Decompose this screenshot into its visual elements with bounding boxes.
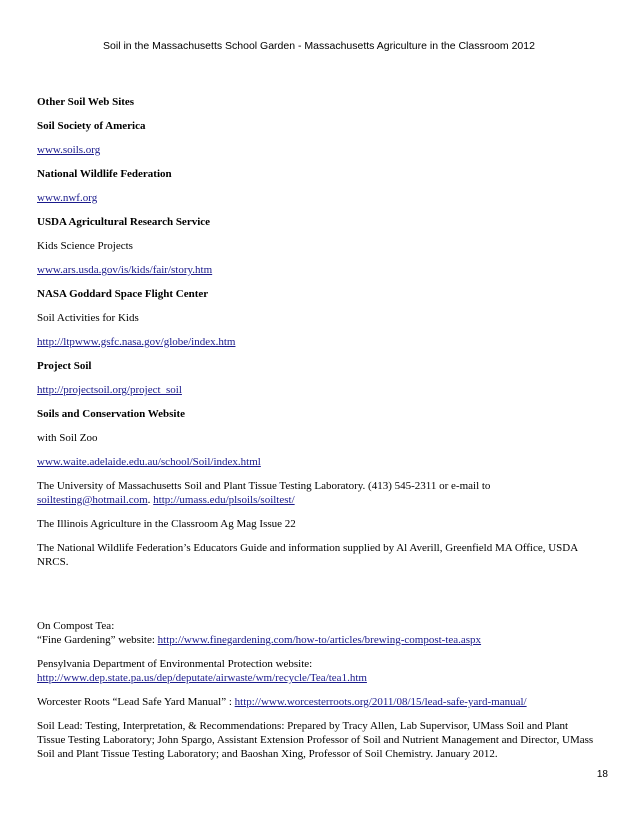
illinois-paragraph: The Illinois Agriculture in the Classroom Ag Mag Issue 22 bbox=[37, 518, 296, 530]
org-name: National Wildlife Federation bbox=[37, 168, 172, 180]
projectsoil-link[interactable]: http://projectsoil.org/project_soil bbox=[37, 384, 182, 396]
compost-heading: On Compost Tea: bbox=[37, 620, 115, 632]
penn-paragraph bbox=[37, 657, 597, 685]
fine-gardening-link[interactable]: http://www.finegardening.com/how-to/articles/brewing-compost-tea.aspx bbox=[157, 634, 482, 646]
page-content bbox=[37, 95, 597, 771]
worcester-paragraph bbox=[37, 695, 597, 709]
nwf-link[interactable]: www.nwf.org bbox=[37, 192, 98, 204]
umass-paragraph bbox=[37, 479, 597, 507]
adelaide-link[interactable]: www.waite.adelaide.edu.au/school/Soil/index.html bbox=[37, 456, 261, 468]
section-title: Other Soil Web Sites bbox=[37, 96, 135, 108]
org-name: Project Soil bbox=[37, 360, 92, 372]
umass-text: The University of Massachusetts Soil and Plant Tissue Testing Laboratory. (413) 545-2311 or e-mail to bbox=[37, 480, 491, 492]
umass-url-link[interactable]: http://umass.edu/plsoils/soiltest/ bbox=[153, 494, 295, 506]
ars-link[interactable]: www.ars.usda.gov/is/kids/fair/story.htm bbox=[37, 264, 213, 276]
lead-paragraph: Soil Lead: Testing, Interpretation, & Recommendations: Prepared by Tracy Allen, Lab Supervisor, UMass Soil and Plant Tissue Testing Laboratory; John Spargo, Assistant Extension Professor of Soil and Nutrient Management and Director, UMass Soil and Plant Tissue Testing Laboratory; and Baoshan Xing, Professor of Soil Chemistry. January 2012. bbox=[37, 720, 594, 760]
separator: . bbox=[147, 494, 151, 506]
compost-paragraph bbox=[37, 619, 597, 647]
running-header: Soil in the Massachusetts School Garden - Massachusetts Agriculture in the Classroom 2012 bbox=[103, 40, 535, 52]
penn-label: Pensylvania Department of Environmental Protection website: bbox=[37, 658, 313, 670]
org-name: Soil Society of America bbox=[37, 120, 146, 132]
nwf-guide-paragraph: The National Wildlife Federation’s Educators Guide and information supplied by Al Averill, Greenfield MA Office, USDA NRCS. bbox=[37, 542, 578, 568]
worcester-link[interactable]: http://www.worcesterroots.org/2011/08/15/lead-safe-yard-manual/ bbox=[234, 696, 527, 708]
org-name: NASA Goddard Space Flight Center bbox=[37, 288, 209, 300]
org-subtitle: with Soil Zoo bbox=[37, 432, 98, 444]
page-number: 18 bbox=[596, 769, 608, 780]
nasa-link[interactable]: http://ltpwww.gsfc.nasa.gov/globe/index.htm bbox=[37, 336, 236, 348]
org-subtitle: Soil Activities for Kids bbox=[37, 312, 139, 324]
soils-link[interactable]: www.soils.org bbox=[37, 144, 101, 156]
org-name: USDA Agricultural Research Service bbox=[37, 216, 211, 228]
org-subtitle: Kids Science Projects bbox=[37, 240, 133, 252]
fine-gardening-label: “Fine Gardening” website: bbox=[37, 634, 158, 646]
org-name: Soils and Conservation Website bbox=[37, 408, 186, 420]
umass-email-link[interactable]: soiltesting@hotmail.com bbox=[37, 494, 148, 506]
worcester-label: Worcester Roots “Lead Safe Yard Manual” : bbox=[37, 696, 235, 708]
penn-link[interactable]: http://www.dep.state.pa.us/dep/deputate/airwaste/wm/recycle/Tea/tea1.htm bbox=[37, 672, 367, 684]
